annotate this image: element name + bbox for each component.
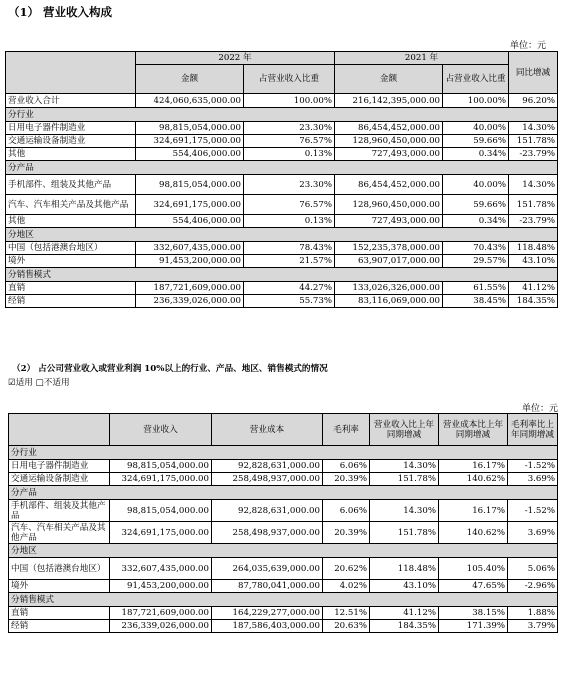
share-2022-cell: 0.13% [244, 148, 335, 161]
header-margin-yoy: 毛利率比上年同期增减 [508, 414, 558, 446]
margin-yoy-cell: -2.96% [508, 580, 558, 593]
group-title: 分销售模式 [6, 268, 558, 282]
amount-2022-cell: 98,815,054,000.00 [136, 175, 244, 195]
cost-cell: 187,586,403,000.00 [212, 620, 323, 633]
cost-yoy-cell: 140.62% [439, 473, 508, 486]
section-header-row [9, 593, 558, 607]
cost-cell: 87,780,041,000.00 [212, 580, 323, 593]
share-2022-cell: 100.00% [244, 94, 335, 108]
share-2022-cell: 55.73% [244, 295, 335, 308]
table-row [9, 473, 558, 486]
header-cost-yoy: 营业成本比上年同期增减 [439, 414, 508, 446]
revenue-yoy-cell: 118.48% [370, 558, 439, 580]
yoy-cell: 151.78% [509, 135, 558, 148]
row-label: 交通运输设备制造业 [6, 135, 136, 148]
amount-2022-cell: 324,691,175,000.00 [136, 195, 244, 215]
header-share-2022: 占营业收入比重 [244, 65, 335, 94]
header-year-2022: 2022 年 [136, 52, 335, 65]
row-label: 汽车、汽车相关产品及其他产品 [9, 522, 110, 544]
header-year-2021: 2021 年 [335, 52, 509, 65]
group-title: 分地区 [6, 228, 558, 242]
group-title: 分销售模式 [9, 593, 558, 607]
amount-2021-cell: 63,907,017,000.00 [335, 255, 443, 268]
section-header-row [6, 228, 558, 242]
amount-2021-cell: 133,026,326,000.00 [335, 282, 443, 295]
table-row [6, 175, 558, 195]
table-row-total [6, 94, 558, 108]
revenue-yoy-cell: 14.30% [370, 500, 439, 522]
margin-cell: 6.06% [323, 500, 370, 522]
section1-title: （1） 营业收入构成 [8, 5, 113, 19]
amount-2022-cell: 236,339,026,000.00 [136, 295, 244, 308]
header-share-2021: 占营业收入比重 [443, 65, 509, 94]
table-row [9, 460, 558, 473]
row-label: 汽车、汽车相关产品及其他产品 [6, 195, 136, 215]
row-label: 交通运输设备制造业 [9, 473, 110, 486]
revenue-cell: 324,691,175,000.00 [110, 522, 212, 544]
margin-yoy-cell: -1.52% [508, 500, 558, 522]
yoy-cell: 184.35% [509, 295, 558, 308]
row-label: 日用电子器件制造业 [9, 460, 110, 473]
margin-yoy-cell: -1.52% [508, 460, 558, 473]
section-header-row [9, 486, 558, 500]
table-row [9, 522, 558, 544]
share-2021-cell: 59.66% [443, 195, 509, 215]
amount-2022-cell: 332,607,435,000.00 [136, 242, 244, 255]
header-yoy: 同比增减 [509, 52, 558, 94]
share-2021-cell: 40.00% [443, 122, 509, 135]
table-row [6, 135, 558, 148]
header-amount-2021: 金额 [335, 65, 443, 94]
margin-cell: 12.51% [323, 607, 370, 620]
section2-title: （2） 占公司营业收入或营业利润 10%以上的行业、产品、地区、销售模式的情况 [12, 364, 328, 374]
table-row [6, 122, 558, 135]
table-row [9, 558, 558, 580]
yoy-cell: -23.79% [509, 215, 558, 228]
margin-cell: 20.39% [323, 473, 370, 486]
table-row [9, 607, 558, 620]
cost-cell: 258,498,937,000.00 [212, 522, 323, 544]
header-revenue-yoy: 营业收入比上年同期增减 [370, 414, 439, 446]
yoy-cell: 96.20% [509, 94, 558, 108]
table-row [6, 242, 558, 255]
share-2021-cell: 59.66% [443, 135, 509, 148]
amount-2021-cell: 128,960,450,000.00 [335, 135, 443, 148]
table-row [9, 580, 558, 593]
row-label: 经销 [9, 620, 110, 633]
amount-2021-cell: 727,493,000.00 [335, 215, 443, 228]
revenue-cell: 324,691,175,000.00 [110, 473, 212, 486]
revenue-cell: 98,815,054,000.00 [110, 460, 212, 473]
share-2022-cell: 44.27% [244, 282, 335, 295]
cost-cell: 258,498,937,000.00 [212, 473, 323, 486]
row-label: 营业收入合计 [6, 94, 136, 108]
share-2021-cell: 0.34% [443, 148, 509, 161]
margin-yoy-cell: 5.06% [508, 558, 558, 580]
share-2021-cell: 29.57% [443, 255, 509, 268]
share-2021-cell: 38.45% [443, 295, 509, 308]
revenue-cell: 187,721,609,000.00 [110, 607, 212, 620]
revenue-composition-table [5, 51, 558, 308]
section-header-row [6, 161, 558, 175]
header-margin: 毛利率 [323, 414, 370, 446]
row-label: 经销 [6, 295, 136, 308]
amount-2021-cell: 86,454,452,000.00 [335, 175, 443, 195]
applicability-checkboxes [8, 376, 70, 388]
header-revenue: 营业收入 [110, 414, 212, 446]
cost-cell: 164,229,277,000.00 [212, 607, 323, 620]
amount-2021-cell: 727,493,000.00 [335, 148, 443, 161]
table-row [6, 215, 558, 228]
yoy-cell: 41.12% [509, 282, 558, 295]
applicable-checkbox[interactable]: ☑适用 [8, 378, 33, 388]
revenue-cell: 98,815,054,000.00 [110, 500, 212, 522]
section-header-row [6, 108, 558, 122]
margin-yoy-cell: 3.69% [508, 473, 558, 486]
amount-2021-cell: 128,960,450,000.00 [335, 195, 443, 215]
share-2022-cell: 23.30% [244, 175, 335, 195]
group-title: 分行业 [9, 446, 558, 460]
revenue-cell: 236,339,026,000.00 [110, 620, 212, 633]
revenue-cell: 91,453,200,000.00 [110, 580, 212, 593]
section-header-row [9, 446, 558, 460]
group-title: 分地区 [9, 544, 558, 558]
cost-yoy-cell: 16.17% [439, 460, 508, 473]
revenue-yoy-cell: 43.10% [370, 580, 439, 593]
amount-2022-cell: 98,815,054,000.00 [136, 122, 244, 135]
amount-2021-cell: 86,454,452,000.00 [335, 122, 443, 135]
row-label: 直销 [9, 607, 110, 620]
yoy-cell: 14.30% [509, 122, 558, 135]
share-2021-cell: 0.34% [443, 215, 509, 228]
share-2022-cell: 0.13% [244, 215, 335, 228]
group-title: 分产品 [9, 486, 558, 500]
section2-unit: 单位：元 [522, 404, 559, 414]
cost-cell: 92,828,631,000.00 [212, 500, 323, 522]
revenue-yoy-cell: 41.12% [370, 607, 439, 620]
share-2021-cell: 40.00% [443, 175, 509, 195]
amount-2022-cell: 324,691,175,000.00 [136, 135, 244, 148]
margin-yoy-cell: 1.88% [508, 607, 558, 620]
row-label: 中国（包括港澳台地区） [6, 242, 136, 255]
row-label: 手机部件、组装及其他产品 [9, 500, 110, 522]
margin-cell: 20.62% [323, 558, 370, 580]
amount-2022-cell: 424,060,635,000.00 [136, 94, 244, 108]
share-2022-cell: 76.57% [244, 135, 335, 148]
row-label: 直销 [6, 282, 136, 295]
section-header-row [6, 268, 558, 282]
cost-yoy-cell: 105.40% [439, 558, 508, 580]
row-label: 其他 [6, 215, 136, 228]
share-2022-cell: 78.43% [244, 242, 335, 255]
amount-2021-cell: 216,142,395,000.00 [335, 94, 443, 108]
row-label: 境外 [6, 255, 136, 268]
amount-2022-cell: 554,406,000.00 [136, 215, 244, 228]
cost-cell: 92,828,631,000.00 [212, 460, 323, 473]
yoy-cell: -23.79% [509, 148, 558, 161]
cost-cell: 264,035,639,000.00 [212, 558, 323, 580]
margin-yoy-cell: 3.69% [508, 522, 558, 544]
share-2022-cell: 76.57% [244, 195, 335, 215]
table-row [6, 295, 558, 308]
share-2022-cell: 21.57% [244, 255, 335, 268]
section-header-row [9, 544, 558, 558]
header-amount-2022: 金额 [136, 65, 244, 94]
group-title: 分行业 [6, 108, 558, 122]
table-row [6, 195, 558, 215]
cost-yoy-cell: 16.17% [439, 500, 508, 522]
row-label: 手机部件、组装及其他产品 [6, 175, 136, 195]
yoy-cell: 151.78% [509, 195, 558, 215]
revenue-cell: 332,607,435,000.00 [110, 558, 212, 580]
share-2022-cell: 23.30% [244, 122, 335, 135]
header-empty-cell [9, 414, 110, 446]
amount-2022-cell: 187,721,609,000.00 [136, 282, 244, 295]
amount-2021-cell: 83,116,069,000.00 [335, 295, 443, 308]
share-2021-cell: 70.43% [443, 242, 509, 255]
share-2021-cell: 61.55% [443, 282, 509, 295]
margin-cell: 20.63% [323, 620, 370, 633]
not-applicable-checkbox[interactable]: □不适用 [35, 378, 70, 388]
cost-yoy-cell: 47.65% [439, 580, 508, 593]
major-segments-table [8, 413, 558, 633]
share-2021-cell: 100.00% [443, 94, 509, 108]
yoy-cell: 118.48% [509, 242, 558, 255]
yoy-cell: 14.30% [509, 175, 558, 195]
revenue-yoy-cell: 184.35% [370, 620, 439, 633]
amount-2021-cell: 152,235,378,000.00 [335, 242, 443, 255]
row-label: 中国（包括港澳台地区） [9, 558, 110, 580]
cost-yoy-cell: 38.15% [439, 607, 508, 620]
margin-cell: 20.39% [323, 522, 370, 544]
revenue-yoy-cell: 151.78% [370, 473, 439, 486]
margin-cell: 4.02% [323, 580, 370, 593]
table-row [6, 282, 558, 295]
amount-2022-cell: 554,406,000.00 [136, 148, 244, 161]
margin-yoy-cell: 3.79% [508, 620, 558, 633]
row-label: 境外 [9, 580, 110, 593]
cost-yoy-cell: 171.39% [439, 620, 508, 633]
margin-cell: 6.06% [323, 460, 370, 473]
yoy-cell: 43.10% [509, 255, 558, 268]
header-empty-cell [6, 52, 136, 94]
table-row [9, 620, 558, 633]
table-row [9, 500, 558, 522]
revenue-yoy-cell: 151.78% [370, 522, 439, 544]
row-label: 其他 [6, 148, 136, 161]
group-title: 分产品 [6, 161, 558, 175]
cost-yoy-cell: 140.62% [439, 522, 508, 544]
section1-unit: 单位：元 [510, 41, 547, 51]
header-cost: 营业成本 [212, 414, 323, 446]
revenue-yoy-cell: 14.30% [370, 460, 439, 473]
amount-2022-cell: 91,453,200,000.00 [136, 255, 244, 268]
table-row [6, 148, 558, 161]
row-label: 日用电子器件制造业 [6, 122, 136, 135]
table-row [6, 255, 558, 268]
